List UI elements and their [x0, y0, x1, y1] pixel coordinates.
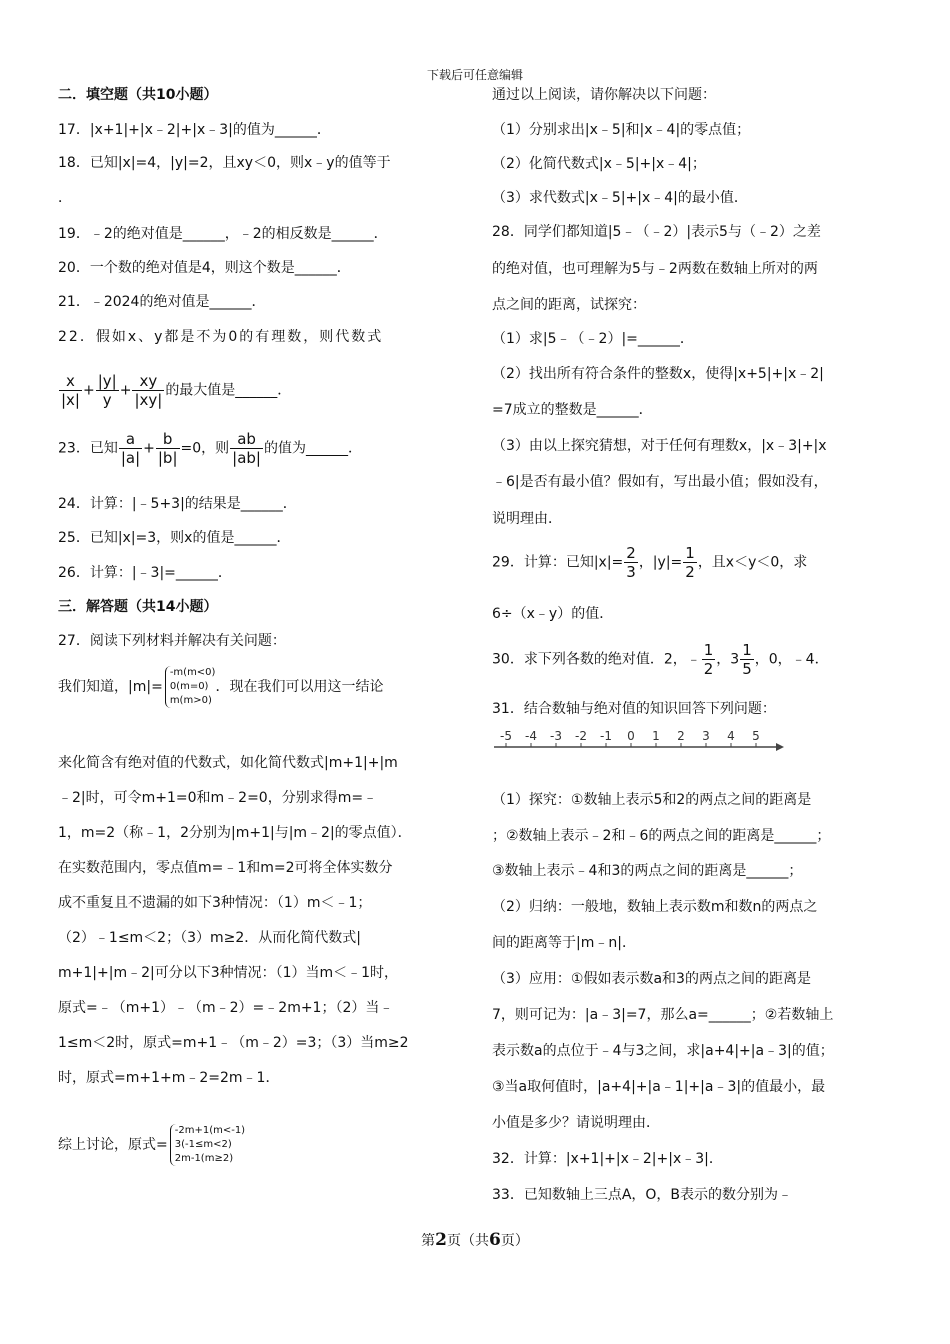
number-line-label: 2	[677, 729, 685, 743]
question-27: 27．阅读下列材料并解决有关问题：	[58, 633, 286, 649]
question-31-part-2: （2）归纳：一般地，数轴上表示数m和数n的两点之	[492, 899, 818, 915]
question-27-summary: 综上讨论，原式= -2m+1(m<-1) 3(-1≤m<2) 2m-1(m≥2)	[58, 1125, 246, 1164]
question-31-line: ③当a取何值时，|a+4|+|a﹣1|+|a﹣3|的值最小，最	[492, 1079, 826, 1095]
question-31-line: ；②数轴上表示﹣2和﹣6的两点之间的距离是______；	[492, 828, 831, 844]
number-line-label: 3	[702, 729, 710, 743]
number-line-label: -1	[600, 729, 612, 743]
number-line-label: 1	[652, 729, 660, 743]
number-line-label: -3	[550, 729, 562, 743]
number-line-label: 4	[727, 729, 735, 743]
question-33: 33．已知数轴上三点A，O，B表示的数分别为﹣	[492, 1187, 793, 1203]
question-27-line: 在实数范围内，零点值m=﹣1和m=2可将全体实数分	[58, 860, 393, 876]
fraction: $\frac{x}{|x|}$	[61, 372, 80, 409]
question-31-line: 7，则可记为：|a﹣3|=7，那么a=______；②若数轴上	[492, 1007, 834, 1023]
question-27-line: 1≤m＜2时，原式=m+1﹣（m﹣2）=3；（3）当m≥2	[58, 1035, 409, 1051]
question-28-line: 说明理由．	[492, 511, 562, 527]
question-27-part-1: （1）分别求出|x﹣5|和|x﹣4|的零点值；	[492, 122, 751, 138]
question-31-line: 表示数a的点位于﹣4与3之间，求|a+4|+|a﹣3|的值；	[492, 1043, 834, 1059]
question-22-expression: $\frac{x}{|x|}$ + $\frac{|y|}{y}$ + $\frac{xy}{|xy|}$ 的最大值是______．	[61, 372, 292, 409]
current-page: 2	[435, 1230, 447, 1250]
question-31-part-3: （3）应用：①假如表示数a和3的两点之间的距离是	[492, 971, 811, 987]
question-24: 24．计算：|﹣5+3|的结果是______．	[58, 496, 297, 512]
question-23: 23．已知 $\frac{a}{|a|}$ + $\frac{b}{|b|}$ =0，则 $\frac{ab}{|ab|}$ 的值为______．	[58, 430, 362, 467]
question-20: 20．一个数的绝对值是4，则这个数是______．	[58, 260, 351, 276]
question-22: 22．假如x、y都是不为0的有理数，则代数式	[58, 329, 384, 345]
section-fill-blank-title: 二．填空题（共10小题）	[58, 87, 218, 103]
question-31-line: 间的距离等于|m﹣n|．	[492, 935, 636, 951]
question-29: 29．计算：已知|x|= $\frac{2}{3}$ ，|y|= $\frac{1}{2}$ ，且x＜y＜0，求	[492, 544, 808, 581]
fraction: $\frac{xy}{|xy|}$	[134, 372, 163, 409]
number-line-label: 0	[627, 729, 635, 743]
question-28-part-3: （3）由以上探究猜想，对于任何有理数x，|x﹣3|+|x	[492, 438, 827, 454]
question-27-part-3: （3）求代数式|x﹣5|+|x﹣4|的最小值．	[492, 190, 748, 206]
question-31-line: ③数轴上表示﹣4和3的两点之间的距离是______；	[492, 863, 803, 879]
page-footer: 第2页（共6页）	[421, 1230, 529, 1250]
section-answer-title: 三．解答题（共14小题）	[58, 599, 218, 615]
question-21: 21．﹣2024的绝对值是______．	[58, 294, 266, 310]
total-pages: 6	[489, 1230, 501, 1250]
question-27-line: m+1|+|m﹣2|可分以下3种情况：（1）当m＜﹣1时，	[58, 965, 399, 981]
question-28-line: 点之间的距离，试探究：	[492, 297, 646, 313]
question-27-line: 原式=﹣（m+1）﹣（m﹣2）=﹣2m+1；（2）当﹣	[58, 1000, 394, 1016]
question-25: 25．已知|x|=3，则x的值是______．	[58, 530, 291, 546]
question-27-line: ﹣2|时，可令m+1=0和m﹣2=0，分别求得m=﹣	[58, 790, 378, 806]
question-31-line: 小值是多少？请说明理由．	[492, 1115, 660, 1131]
number-line-label: -2	[575, 729, 587, 743]
question-27-part-2: （2）化简代数式|x﹣5|+|x﹣4|；	[492, 156, 706, 172]
question-17: 17．|x+1|+|x﹣2|+|x﹣3|的值为______．	[58, 122, 331, 138]
number-line-label: -5	[500, 729, 512, 743]
piecewise-brace: -2m+1(m<-1) 3(-1≤m<2) 2m-1(m≥2)	[170, 1124, 245, 1166]
reading-prompt: 通过以上阅读，请你解决以下问题：	[492, 87, 716, 103]
question-27-line: 成不重复且不遗漏的如下3种情况：（1）m＜﹣1；	[58, 895, 372, 911]
question-31: 31．结合数轴与绝对值的知识回答下列问题：	[492, 701, 776, 717]
fraction: $\frac{|y|}{y}$	[97, 372, 117, 409]
question-31-part-1: （1）探究：①数轴上表示5和2的两点之间的距离是	[492, 792, 812, 808]
question-27-line: 时，原式=m+1+m﹣2=2m﹣1．	[58, 1070, 280, 1086]
question-19: 19．﹣2的绝对值是______，﹣2的相反数是______．	[58, 226, 388, 242]
number-line	[492, 729, 792, 759]
question-26: 26．计算：|﹣3|=______．	[58, 565, 232, 581]
question-27-definition: 我们知道，|m|= -m(m<0) 0(m=0) m(m>0) ．现在我们可以用这一结论	[58, 667, 384, 706]
question-30: 30．求下列各数的绝对值．2，﹣ $\frac{1}{2}$ ，3 $\frac{1}{5}$ ，0，﹣4．	[492, 641, 829, 678]
page-header: 下载后可任意编辑	[426, 68, 523, 82]
piecewise-brace: -m(m<0) 0(m=0) m(m>0)	[165, 666, 216, 708]
question-27-line: （2）﹣1≤m＜2；（3）m≥2．从而化简代数式|	[58, 930, 361, 946]
question-28: 28．同学们都知道|5﹣（﹣2）|表示5与（﹣2）之差	[492, 224, 821, 240]
question-27-line: 来化简含有绝对值的代数式，如化简代数式|m+1|+|m	[58, 755, 398, 771]
question-27-line: 1，m=2（称﹣1，2分别为|m+1|与|m﹣2|的零点值）．	[58, 825, 412, 841]
question-29-line: 6÷（x﹣y）的值．	[492, 606, 614, 622]
question-18-end: ．	[58, 190, 72, 206]
question-28-line: ﹣6|是否有最小值？假如有，写出最小值；假如没有，	[492, 474, 828, 490]
number-line-label: -4	[525, 729, 537, 743]
question-28-part-2: （2）找出所有符合条件的整数x，使得|x+5|+|x﹣2|	[492, 366, 824, 382]
question-28-line: =7成立的整数是______．	[492, 402, 653, 418]
question-18: 18．已知|x|=4，|y|=2，且xy＜0，则x﹣y的值等于	[58, 155, 391, 171]
question-32: 32．计算：|x+1|+|x﹣2|+|x﹣3|．	[492, 1151, 723, 1167]
question-28-part-1: （1）求|5﹣（﹣2）|=______．	[492, 331, 694, 347]
question-28-line: 的绝对值，也可理解为5与﹣2两数在数轴上所对的两	[492, 261, 818, 277]
number-line-label: 5	[752, 729, 760, 743]
